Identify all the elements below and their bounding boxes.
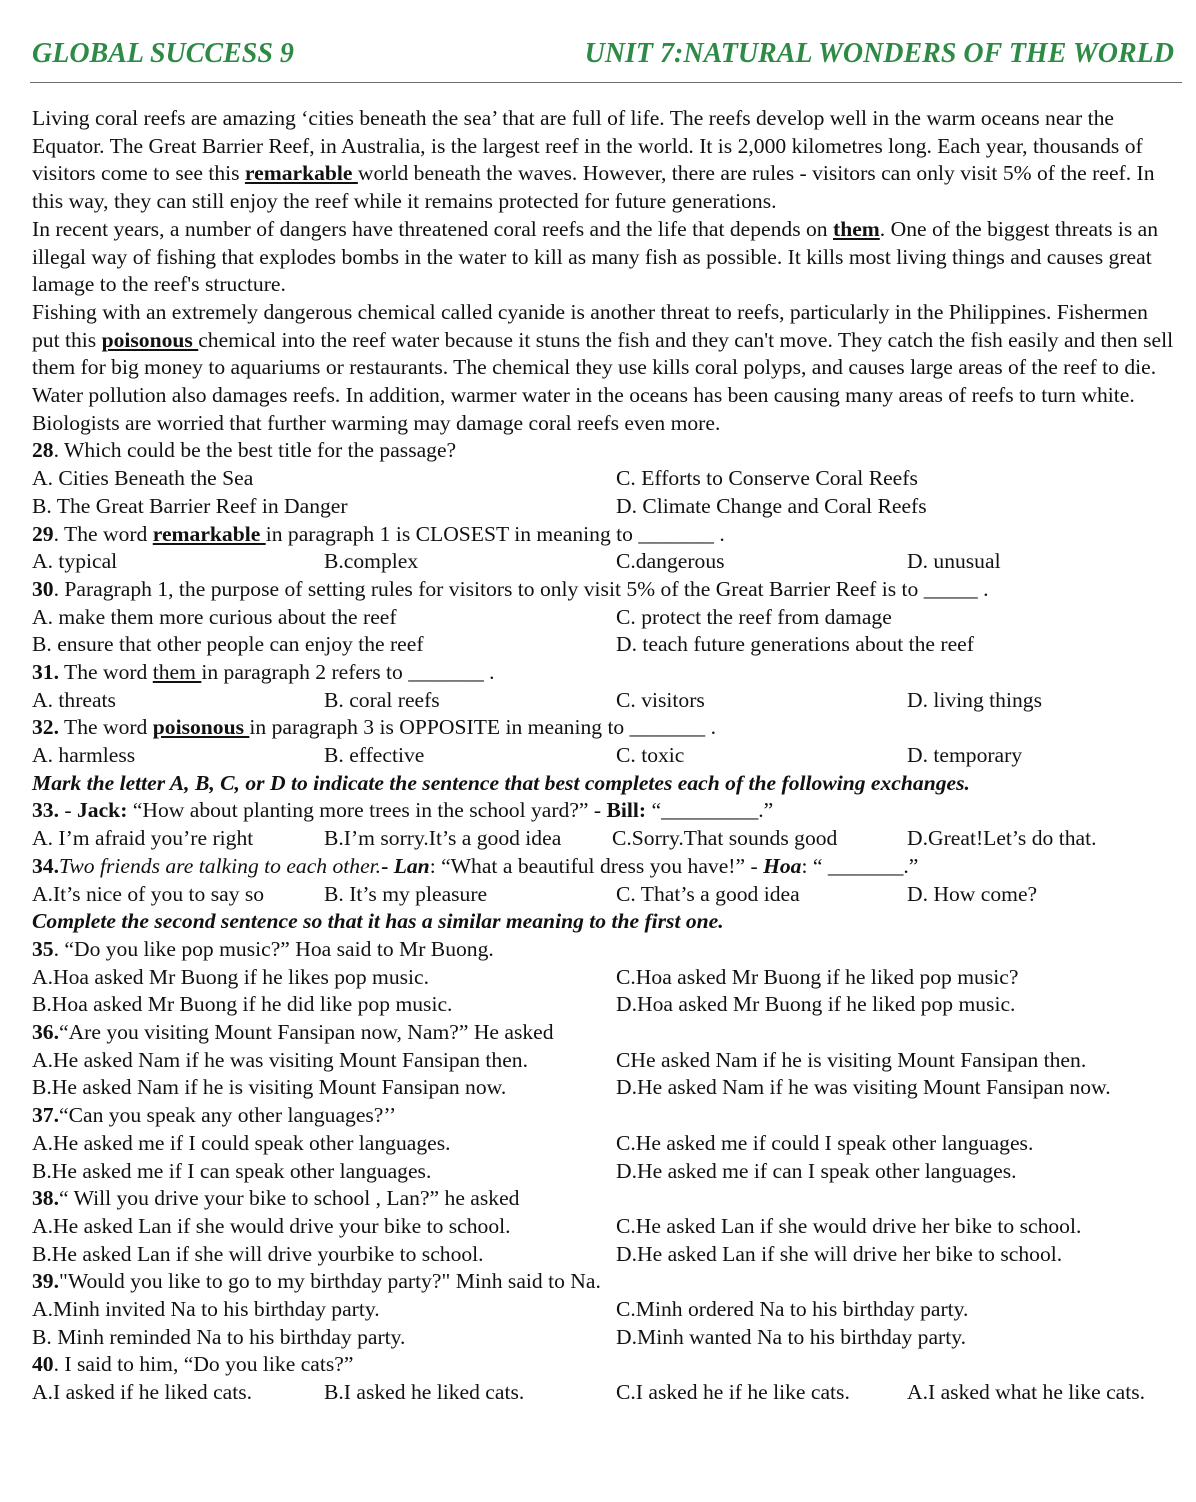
- question-text: in paragraph 2 refers to _______ .: [201, 659, 495, 684]
- option-b: B.Hoa asked Mr Buong if he did like pop music.: [32, 992, 453, 1017]
- option-b: B. It’s my pleasure: [324, 881, 488, 906]
- option-a: A.He asked me if I could speak other languages.: [32, 1130, 451, 1155]
- question-40: [32, 1351, 1174, 1379]
- question-number: 36.: [32, 1020, 59, 1045]
- speaker-name: Bill:: [606, 798, 647, 823]
- question-number: 30: [32, 576, 54, 601]
- highlighted-word: poisonous: [152, 715, 250, 740]
- option-d: D.Minh wanted Na to his birthday party.: [616, 1324, 967, 1349]
- option-c: C. visitors: [616, 687, 705, 712]
- options-row: [32, 1047, 1174, 1075]
- question-text: “ Will you drive your bike to school , Lan?” he asked: [59, 1186, 520, 1211]
- passage-text: Living coral reefs are amazing ‘cities beneath the sea’ that are full of life. The reefs develop well in the warm oceans near the Equator. The Great Barrier Reef, in Australia, is the largest reef in the world. It is 2,000 kilometres long. Each year, thousands of visitors come to see this: [32, 106, 1143, 186]
- question-text: “How about planting more trees in the school yard?” -: [127, 798, 607, 823]
- question-text: “_________.”: [646, 798, 774, 823]
- question-number: 38.: [32, 1186, 59, 1211]
- options-row: [32, 1074, 1174, 1102]
- option-b: B.He asked Nam if he is visiting Mount Fansipan now.: [32, 1075, 507, 1100]
- options-row: [32, 1379, 1174, 1407]
- worksheet-content: [32, 105, 1174, 1407]
- question-34: [32, 853, 1174, 881]
- question-text: . The word: [53, 521, 153, 546]
- option-d: D. temporary: [907, 743, 1023, 768]
- option-c: C.dangerous: [616, 549, 725, 574]
- question-33: [32, 797, 1174, 825]
- options-row: [32, 1241, 1174, 1269]
- option-d: D.He asked me if can I speak other languages.: [616, 1158, 1017, 1183]
- option-c: C. Efforts to Conserve Coral Reefs: [616, 466, 918, 491]
- question-31: [32, 659, 1174, 687]
- option-d: D.He asked Lan if she will drive her bike to school.: [616, 1241, 1063, 1266]
- question-29: [32, 521, 1174, 549]
- question-text: : “What a beautiful dress you have!” -: [429, 853, 764, 878]
- option-a: A. threats: [32, 687, 116, 712]
- passage-text: . One of the biggest threats is an illegal way of fishing that explodes bombs in the water to kill as many fish as possible. It kills most living things and causes great lamage to the reef's structure.: [32, 216, 1159, 297]
- option-d: D. Climate Change and Coral Reefs: [616, 493, 927, 518]
- passage-paragraph-2: [32, 216, 1174, 299]
- question-number: 32.: [32, 715, 59, 740]
- option-b: B.I’m sorry.It’s a good idea: [324, 826, 562, 851]
- option-c: C. That’s a good idea: [616, 881, 800, 906]
- question-number: 28: [32, 438, 54, 463]
- option-c: C.Sorry.That sounds good: [612, 826, 838, 851]
- option-d: D.He asked Nam if he was visiting Mount Fansipan now.: [616, 1075, 1111, 1100]
- options-row: [32, 1158, 1174, 1186]
- question-32: [32, 714, 1174, 742]
- passage-text: chemical into the reef water because it stuns the fish and they can't move. They catch the fish easily and then sell them for big money to aquariums or restaurants. The chemical they use kills coral polyps, and causes large areas of the reef to die. Water pollution also damages reefs. In addition, warmer water in the oceans has been causing many areas of reefs to turn white. Biologists are worried that further warming may damage coral reefs even more.: [32, 327, 1174, 435]
- passage-paragraph-1: [32, 105, 1174, 216]
- option-c: C. protect the reef from damage: [616, 604, 892, 629]
- question-text: -: [59, 798, 77, 823]
- option-a: A.I asked if he liked cats.: [32, 1380, 253, 1405]
- question-number: 40: [32, 1352, 54, 1377]
- option-d: D. How come?: [907, 881, 1038, 906]
- option-b: B.He asked me if I can speak other languages.: [32, 1158, 432, 1183]
- option-d: D.Hoa asked Mr Buong if he liked pop music.: [616, 992, 1016, 1017]
- options-row: [32, 1296, 1174, 1324]
- option-b: B.He asked Lan if she will drive yourbike to school.: [32, 1241, 484, 1266]
- options-row: [32, 1324, 1174, 1352]
- option-a: A.He asked Nam if he was visiting Mount Fansipan then.: [32, 1047, 528, 1072]
- options-row: [32, 604, 1174, 632]
- option-a: A. Cities Beneath the Sea: [32, 466, 254, 491]
- question-text: “Are you visiting Mount Fansipan now, Nam?” He asked: [59, 1020, 554, 1045]
- option-d: D. living things: [907, 687, 1042, 712]
- question-text: The word: [59, 659, 153, 684]
- option-d: D. teach future generations about the reef: [616, 632, 974, 657]
- options-row: [32, 631, 1174, 659]
- question-28: [32, 437, 1174, 465]
- section-instruction: Complete the second sentence so that it has a similar meaning to the first one.: [32, 909, 724, 934]
- option-a: A.Hoa asked Mr Buong if he likes pop music.: [32, 964, 430, 989]
- option-d: D.Great!Let’s do that.: [907, 826, 1097, 851]
- header-book-title: GLOBAL SUCCESS 9: [32, 38, 294, 69]
- question-text: in paragraph 3 is OPPOSITE in meaning to _______ .: [249, 715, 717, 740]
- options-row: [32, 881, 1174, 909]
- question-text: -: [381, 853, 394, 878]
- option-a: A. make them more curious about the reef: [32, 604, 397, 629]
- options-row: [32, 1213, 1174, 1241]
- question-number: 37.: [32, 1103, 59, 1128]
- speaker-name: Jack:: [77, 798, 128, 823]
- header-unit-title: UNIT 7:NATURAL WONDERS OF THE WORLD: [584, 38, 1174, 69]
- question-38: [32, 1185, 1174, 1213]
- option-a: A.He asked Lan if she would drive your bike to school.: [32, 1213, 511, 1238]
- option-c: C.Minh ordered Na to his birthday party.: [616, 1296, 969, 1321]
- page-header: [30, 0, 1182, 83]
- option-a: A. harmless: [32, 743, 136, 768]
- option-b: B. coral reefs: [324, 687, 440, 712]
- question-text: . “Do you like pop music?” Hoa said to Mr Buong.: [53, 936, 494, 961]
- question-text: “Can you speak any other languages?’’: [59, 1103, 397, 1128]
- question-number: 29: [32, 521, 54, 546]
- passage-text: Fishing with an extremely dangerous chemical called cyanide is another threat to reefs, particularly in the Philippines. Fishermen put this: [32, 299, 1148, 352]
- question-text: "Would you like to go to my birthday party?" Minh said to Na.: [59, 1269, 601, 1294]
- options-row: [32, 493, 1174, 521]
- highlighted-word-poisonous: poisonous: [101, 327, 199, 352]
- options-row: [32, 742, 1174, 770]
- question-context: Two friends are talking to each other.: [59, 853, 382, 878]
- speaker-name: Lan: [393, 853, 430, 878]
- option-b: B. Minh reminded Na to his birthday party.: [32, 1324, 406, 1349]
- options-row: [32, 964, 1174, 992]
- passage-text: In recent years, a number of dangers have threatened coral reefs and the life that depends on: [32, 216, 834, 241]
- highlighted-word-remarkable: remarkable: [244, 161, 358, 186]
- question-text: in paragraph 1 is CLOSEST in meaning to _______ .: [265, 521, 725, 546]
- option-c: C.Hoa asked Mr Buong if he liked pop music?: [616, 964, 1019, 989]
- speaker-name: Hoa: [763, 853, 802, 878]
- option-b: B. ensure that other people can enjoy the reef: [32, 632, 424, 657]
- option-c: C.He asked Lan if she would drive her bike to school.: [616, 1213, 1082, 1238]
- question-30: [32, 576, 1174, 604]
- question-number: 34.: [32, 853, 59, 878]
- question-37: [32, 1102, 1174, 1130]
- options-row: [32, 687, 1174, 715]
- options-row: [32, 548, 1174, 576]
- option-c: C.I asked he if he like cats.: [616, 1380, 850, 1405]
- option-b: B. The Great Barrier Reef in Danger: [32, 493, 348, 518]
- passage-paragraph-3: [32, 299, 1174, 438]
- option-a: A.It’s nice of you to say so: [32, 881, 265, 906]
- question-text: . Which could be the best title for the passage?: [53, 438, 457, 463]
- options-row: [32, 991, 1174, 1019]
- passage-text: world beneath the waves. However, there are rules - visitors can only visit 5% of the reef. In this way, they can still enjoy the reef while it remains protected for future generations.: [32, 161, 1155, 214]
- options-row: [32, 825, 1174, 853]
- highlighted-word: them: [152, 659, 202, 684]
- option-b: B.I asked he liked cats.: [324, 1380, 525, 1405]
- section-instruction: Mark the letter A, B, C, or D to indicate the sentence that best completes each of the following exchanges.: [32, 770, 970, 795]
- question-text: . I said to him, “Do you like cats?”: [53, 1352, 354, 1377]
- question-text: : “ _______.”: [801, 853, 919, 878]
- question-text: The word: [59, 715, 153, 740]
- options-row: [32, 1130, 1174, 1158]
- option-b: B.complex: [324, 549, 419, 574]
- question-number: 31.: [32, 659, 59, 684]
- question-39: [32, 1268, 1174, 1296]
- options-row: [32, 465, 1174, 493]
- option-a: A. typical: [32, 549, 118, 574]
- question-number: 35: [32, 936, 54, 961]
- question-35: [32, 936, 1174, 964]
- question-number: 33.: [32, 798, 59, 823]
- option-a: A. I’m afraid you’re right: [32, 826, 254, 851]
- question-36: [32, 1019, 1174, 1047]
- option-c: CHe asked Nam if he is visiting Mount Fansipan then.: [616, 1047, 1087, 1072]
- highlighted-word: remarkable: [152, 521, 266, 546]
- option-b: B. effective: [324, 743, 425, 768]
- option-c: C. toxic: [616, 743, 685, 768]
- option-d: D. unusual: [907, 549, 1001, 574]
- highlighted-word-them: them: [833, 216, 880, 241]
- option-c: C.He asked me if could I speak other languages.: [616, 1130, 1034, 1155]
- option-d: A.I asked what he like cats.: [907, 1380, 1146, 1405]
- option-a: A.Minh invited Na to his birthday party.: [32, 1296, 380, 1321]
- question-number: 39.: [32, 1269, 59, 1294]
- question-text: . Paragraph 1, the purpose of setting rules for visitors to only visit 5% of the Great Barrier Reef is to _____ .: [53, 576, 989, 601]
